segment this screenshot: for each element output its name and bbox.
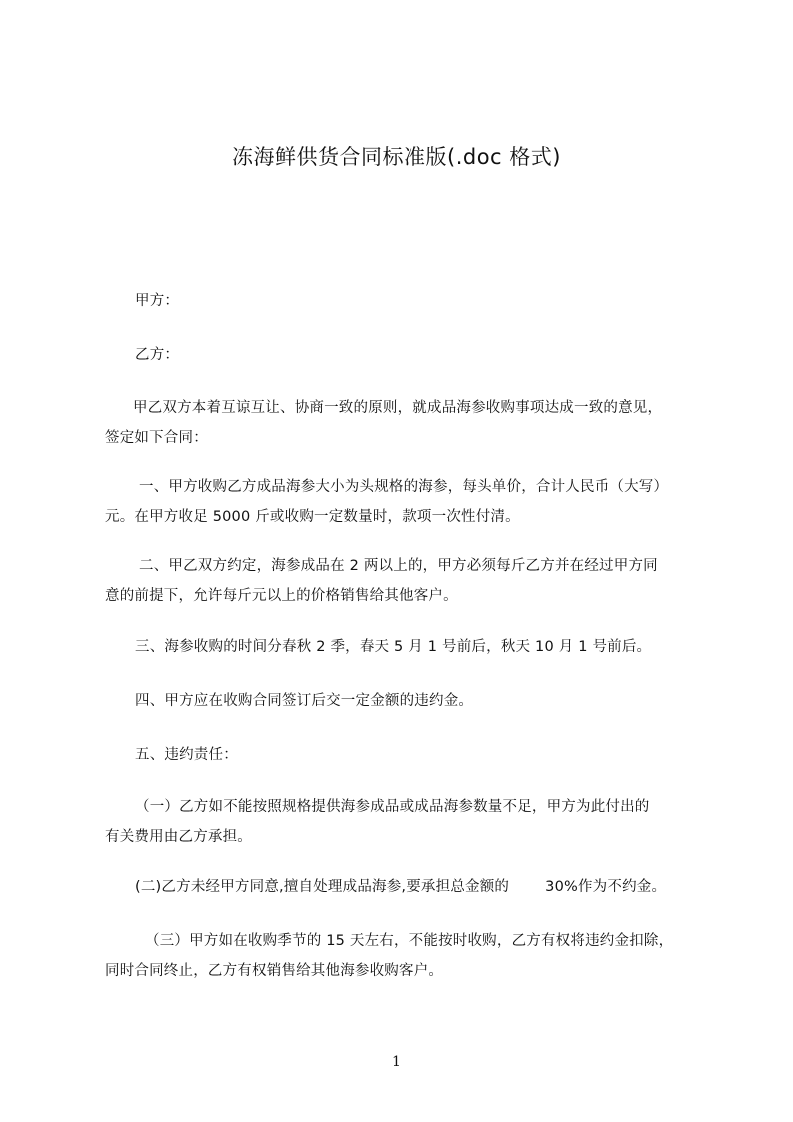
sub-clause-3-line-2: 同时合同终止，乙方有权销售给其他海参收购客户。 — [105, 963, 444, 979]
document-title: 冻海鲜供货合同标准版(.doc 格式) — [232, 145, 561, 169]
clause-3 — [105, 632, 745, 662]
intro-paragraph — [105, 393, 715, 453]
sub-clause-1-line-1: （一）乙方如不能按照规格提供海参成品或成品海参数量不足，甲方为此付出的 — [135, 799, 650, 815]
clause-2-line-1: 二、甲乙双方约定，海参成品在 2 两以上的，甲方必须每斤乙方并在经过甲方同 — [139, 558, 658, 574]
sub-clause-2 — [105, 872, 715, 902]
sub-clause-1 — [105, 792, 715, 852]
sub-clause-1-line-2: 有关费用由乙方承担。 — [105, 829, 252, 845]
clause-3-text: 三、海参收购的时间分春秋 2 季，春天 5 月 1 号前后，秋天 10 月 1 号前后。 — [135, 639, 652, 655]
clause-1-line-1: 一、甲方收购乙方成品海参大小为头规格的海参，每头单价，合计人民币（大写） — [139, 479, 669, 495]
party-b-label — [105, 340, 745, 370]
sub-clause-2-part-2: 30%作为不约金。 — [545, 879, 667, 895]
sub-clause-3 — [105, 926, 715, 986]
clause-5 — [105, 740, 745, 770]
sub-clause-3-line-1: （三）甲方如在收购季节的 15 天左右，不能按时收购，乙方有权将违约金扣除， — [145, 933, 674, 949]
clause-4-text: 四、甲方应在收购合同签订后交一定金额的违约金。 — [135, 693, 474, 709]
party-a-text: 甲方： — [135, 293, 180, 309]
clause-1-line-2: 元。在甲方收足 5000 斤或收购一定数量时，款项一次性付清。 — [105, 509, 520, 525]
clause-2-line-2: 意的前提下，允许每斤元以上的价格销售给其他客户。 — [105, 588, 458, 604]
clause-4 — [105, 686, 745, 716]
page-number: 1 — [392, 1054, 401, 1070]
party-b-text: 乙方： — [135, 347, 180, 363]
sub-clause-2-line — [105, 872, 715, 902]
intro-line-1: 甲乙双方本着互谅互让、协商一致的原则，就成品海参收购事项达成一致的意见， — [133, 400, 663, 416]
intro-line-2: 签定如下合同： — [105, 430, 208, 446]
clause-1 — [105, 472, 715, 532]
clause-5-text: 五、违约责任： — [135, 747, 238, 763]
sub-clause-2-part-1: (二)乙方未经甲方同意,擅自处理成品海参,要承担总金额的 — [135, 879, 510, 895]
clause-2 — [105, 551, 715, 611]
party-a-label — [105, 286, 745, 316]
